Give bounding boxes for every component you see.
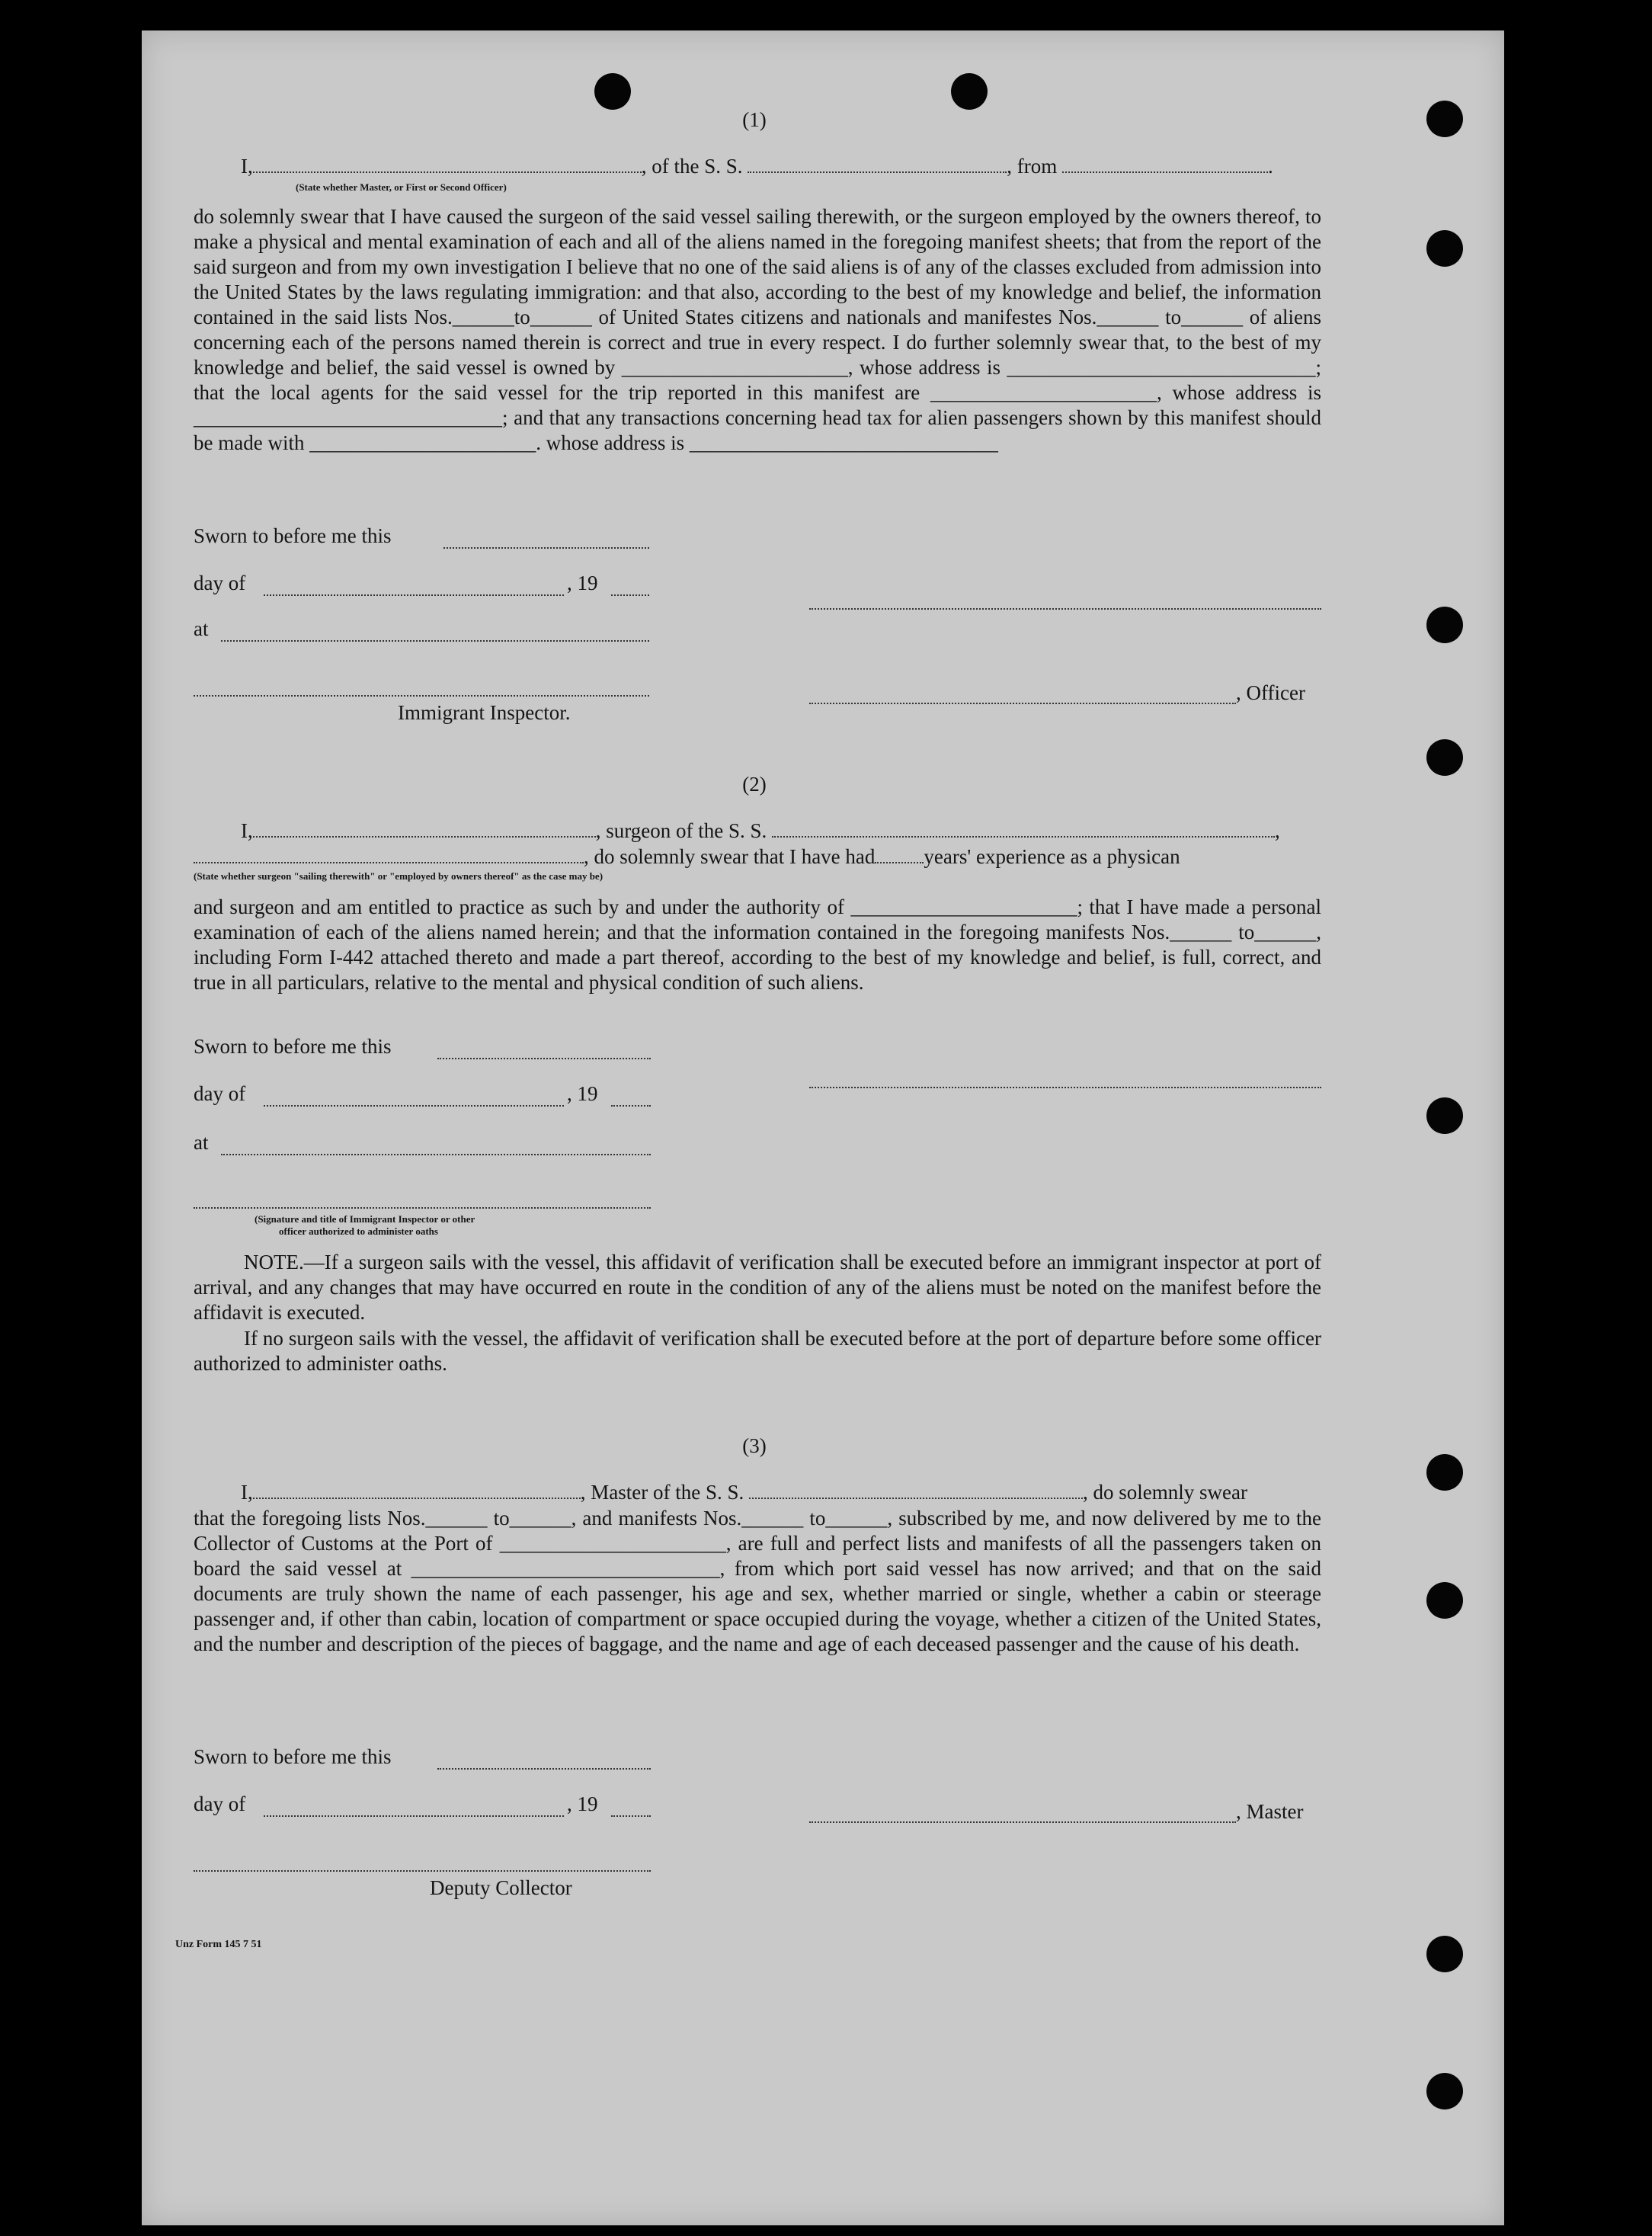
- section-2-second-line: [194, 844, 1180, 870]
- at-label: at: [194, 617, 209, 640]
- punch-hole: [1426, 1454, 1463, 1491]
- year-field: [611, 1815, 651, 1817]
- year-field: [611, 594, 649, 596]
- label: .: [1268, 155, 1273, 178]
- inspector-signature-line: [194, 695, 649, 697]
- label: ,: [1275, 819, 1280, 842]
- sworn-label: Sworn to before me this: [194, 1035, 392, 1058]
- note-paragraph-2: [194, 1326, 1321, 1376]
- punch-hole: [1426, 1097, 1463, 1134]
- note-text: If no surgeon sails with the vessel, the affidavit of verification shall be executed before at the port of departure before some officer authorized to administer oaths.: [194, 1327, 1321, 1375]
- deputy-label: Deputy Collector: [430, 1876, 572, 1899]
- section-1-heading: (1): [742, 108, 767, 131]
- master-label: , Master: [1236, 1800, 1304, 1823]
- sworn-field: [437, 1058, 651, 1059]
- day-of-field: [264, 594, 564, 596]
- administrator-signature-line: [194, 1207, 651, 1209]
- sworn-field: [443, 547, 649, 549]
- punch-hole: [1426, 1936, 1463, 1972]
- surgeon-caption: (State whether surgeon "sailing therewith" or "employed by owners thereof" as the case may be): [194, 870, 603, 882]
- note-paragraph-1: [194, 1250, 1321, 1325]
- label: I,: [241, 1481, 253, 1504]
- day-of-label: day of: [194, 1082, 246, 1105]
- section-3-first-line: [241, 1480, 1247, 1505]
- punch-hole: [1426, 101, 1463, 137]
- label: , of the S. S.: [641, 155, 743, 178]
- form-number: Unz Form 145 7 51: [175, 1939, 262, 1950]
- signature-line: [809, 608, 1321, 610]
- manifest-affidavit-page: [142, 30, 1504, 2225]
- label: , do solemnly swear: [1082, 1481, 1247, 1504]
- punch-hole: [1426, 2073, 1463, 2109]
- section-2-body: and surgeon and am entitled to practice as such by and under the authority of ______________________; that I have made a personal examination of each of the aliens named herein; and that the information contained in the foregoing manifests Nos.______ to______, including Form I-442 attached thereto and made a part thereof, according to the best of my knowledge and belief, is full, correct, and true in all particulars, relative to the mental and physical condition of such aliens.: [194, 895, 1321, 994]
- at-field: [221, 1154, 651, 1155]
- label: , from: [1007, 155, 1058, 178]
- officer-label: , Officer: [1236, 681, 1305, 704]
- officer-caption: (State whether Master, or First or Second Officer): [296, 181, 507, 193]
- year-label: , 19: [567, 1082, 598, 1105]
- day-of-label: day of: [194, 1792, 246, 1815]
- signature-caption-1: (Signature and title of Immigrant Inspector or other: [255, 1213, 475, 1225]
- day-of-field: [264, 1815, 564, 1817]
- sworn-label: Sworn to before me this: [194, 524, 392, 547]
- year-field: [611, 1105, 651, 1107]
- punch-hole: [1426, 739, 1463, 776]
- label: , surgeon of the S. S.: [595, 819, 767, 842]
- sworn-label: Sworn to before me this: [194, 1745, 392, 1768]
- inspector-label: Immigrant Inspector.: [398, 701, 571, 724]
- punch-hole: [951, 73, 988, 110]
- label: , Master of the S. S.: [580, 1481, 744, 1504]
- officer-signature-line: [809, 703, 1236, 704]
- punch-hole: [594, 73, 631, 110]
- signature-line: [809, 1087, 1321, 1088]
- section-3-body: that the foregoing lists Nos.______ to______, and manifests Nos.______ to______, subscribed by me, and now delivered by me to the Collector of Customs at the Port of ______________________, are full and perfect lists and manifests of all the passengers taken on board the said vessel at ______________________________, from which port said vessel has now arrived; and that on the said documents are truly shown the name of each passenger, his age and sex, whether married or single, whether a cabin or steerage passenger and, if other than cabin, location of compartment or space occupied during the voyage, whether a citizen of the United States, and the number and description of the pieces of baggage, and the name and age of each deceased passenger and the cause of his death.: [194, 1507, 1321, 1655]
- at-label: at: [194, 1131, 209, 1154]
- section-1-body: do solemnly swear that I have caused the surgeon of the said vessel sailing therewith, or the surgeon employed by the owners thereof, to make a physical and mental examination of each and all of the aliens named in the foregoing manifest sheets; that from the report of the said surgeon and from my own investigation I believe that no one of the said aliens is of any of the classes excluded from admission into the United States by the laws regulating immigration: and that also, according to the best of my knowledge and belief, the information contained in the said lists Nos.______to______ of United States citizens and nationals and manifestes Nos.______ to______ of aliens concerning each of the persons named therein is correct and true in every respect. I do further solemnly swear that, to the best of my knowledge and belief, the said vessel is owned by ______________________, whose address is ______________________________; that the local agents for the said vessel for the trip reported in this manifest are ______________________, whose address is ______________________________; and that any transactions concerning head tax for alien passengers shown by this manifest should be made with ______________________. whose address is ______________________________: [194, 205, 1321, 454]
- punch-hole: [1426, 230, 1463, 267]
- section-1-first-line: [241, 154, 1273, 179]
- day-of-label: day of: [194, 572, 246, 594]
- year-label: , 19: [567, 572, 598, 594]
- at-field: [221, 640, 649, 642]
- note-text: NOTE.—If a surgeon sails with the vessel, this affidavit of verification shall be executed before an immigrant inspector at port of arrival, and any changes that may have occurred en route in the condition of any of the aliens must be noted on the manifest before the affidavit is executed.: [194, 1251, 1321, 1324]
- section-3-heading: (3): [742, 1434, 767, 1457]
- signature-caption-2: officer authorized to administer oaths: [279, 1225, 438, 1237]
- label: I,: [241, 155, 253, 178]
- day-of-field: [264, 1105, 564, 1107]
- punch-hole: [1426, 607, 1463, 643]
- label: I,: [241, 819, 253, 842]
- section-2-heading: (2): [742, 773, 767, 796]
- punch-hole: [1426, 1582, 1463, 1619]
- year-label: , 19: [567, 1792, 598, 1815]
- section-2-first-line: [241, 818, 1280, 844]
- label: , do solemnly swear that I have had: [584, 845, 876, 868]
- sworn-field: [437, 1768, 651, 1770]
- deputy-signature-line: [194, 1870, 651, 1872]
- master-signature-line: [809, 1821, 1236, 1823]
- label: years' experience as a physican: [924, 845, 1180, 868]
